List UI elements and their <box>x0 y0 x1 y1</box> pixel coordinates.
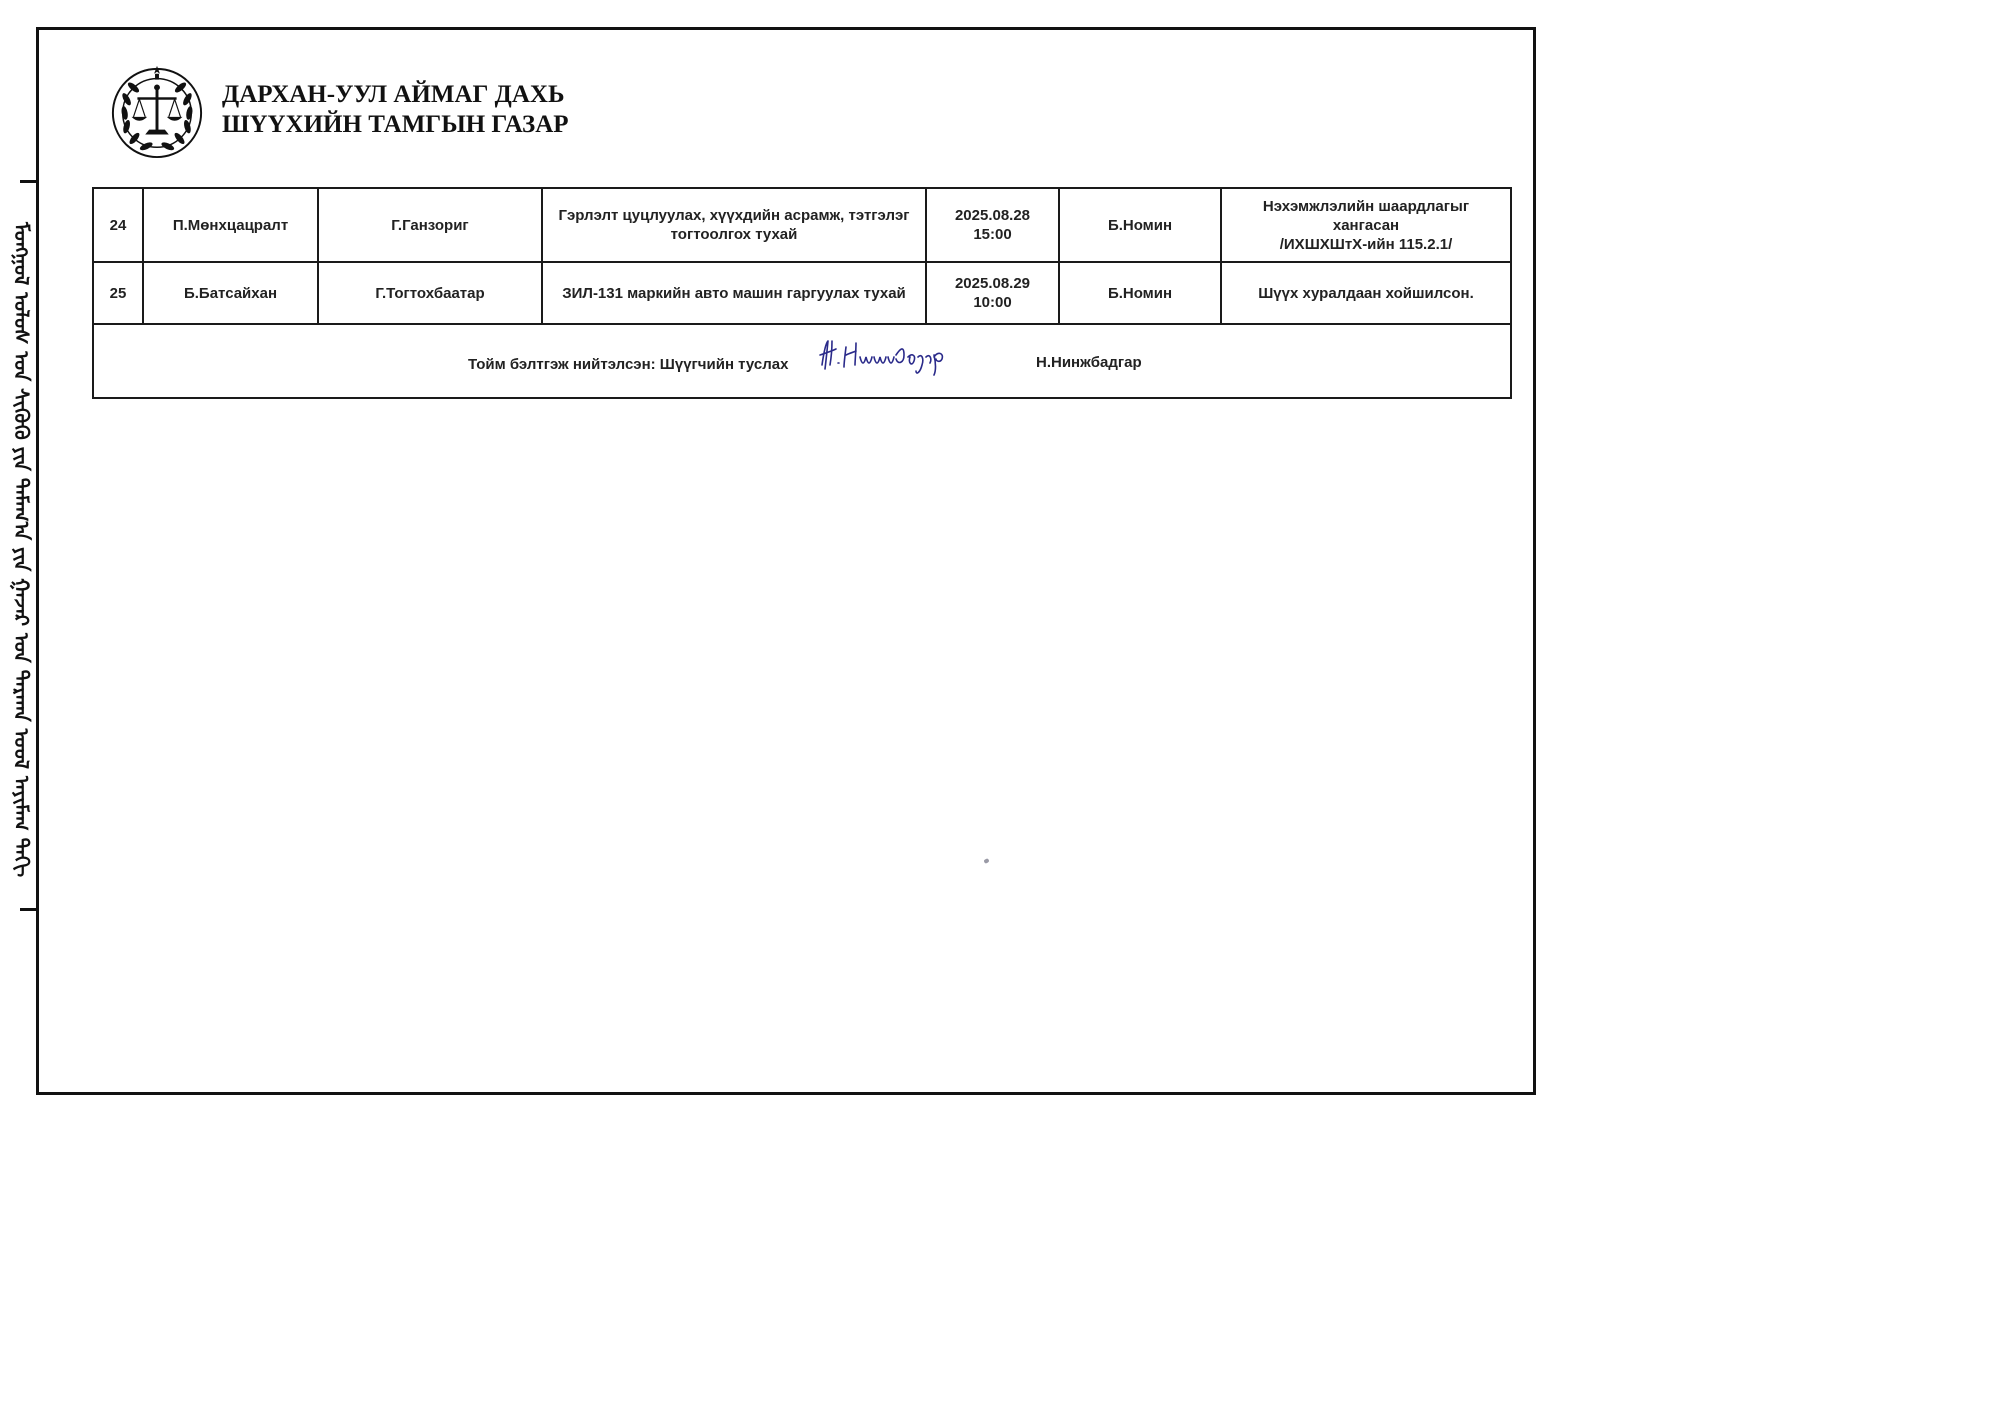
plaintiff-cell: Б.Батсайхан <box>143 262 318 324</box>
footer-cell <box>93 324 1511 398</box>
row-number-cell: 25 <box>93 262 143 324</box>
row-number-cell: 24 <box>93 188 143 262</box>
prepared-by-name: Н.Нинжбадгар <box>1036 354 1142 371</box>
vertical-mongolian-script <box>2 180 42 920</box>
result-cell <box>1221 188 1511 262</box>
result-text: Шүүх хуралдаан хойшилсон. <box>1258 284 1474 302</box>
side-script-text: ᠮᠣᠩᠭᠣᠯ ᠤᠯᠤᠰ ᠤᠨ ᠰᠢᠭᠦᠬᠦ ᠶᠢᠨ ᠲᠠᠮᠠᠭ᠎ᠠ ᠶᠢᠨ ᠭᠠᠵᠠᠷ ᠤᠨ ᠳᠠᠷᠬᠠᠨ ᠤᠤᠯ ᠠᠶᠢᠮᠠᠭ ᠲᠠᠬᠢ <box>9 222 34 878</box>
prepared-by-label: Тойм бэлтгэж нийтэлсэн: Шүүгчийн туслах <box>468 356 789 373</box>
hearing-datetime-cell <box>926 188 1059 262</box>
table-row <box>93 188 1511 262</box>
handwritten-signature <box>818 335 958 379</box>
court-schedule-table <box>92 187 1512 399</box>
side-rule-bottom <box>20 908 38 911</box>
organization-heading <box>222 80 569 140</box>
case-subject-cell: Гэрлэлт цуцлуулах, хүүхдийн асрамж, тэтгэлэг тогтоолгох тухай <box>542 188 926 262</box>
table-footer-row <box>93 324 1511 398</box>
table-row <box>93 262 1511 324</box>
hearing-time: 10:00 <box>973 294 1012 311</box>
hearing-date: 2025.08.28 <box>954 207 1031 224</box>
defendant-cell: Г.Ганзориг <box>318 188 542 262</box>
court-emblem-icon <box>108 62 206 160</box>
judge-cell: Б.Номин <box>1059 262 1221 324</box>
plaintiff-cell: П.Мөнхцацралт <box>143 188 318 262</box>
result-legal-reference: /ИХШХШтХ-ийн 115.2.1/ <box>1279 235 1453 253</box>
defendant-cell: Г.Тогтохбаатар <box>318 262 542 324</box>
hearing-date: 2025.08.29 <box>954 275 1031 292</box>
result-text: Нэхэмжлэлийн шаардлагыг хангасан <box>1262 197 1470 234</box>
hearing-datetime-cell <box>926 262 1059 324</box>
result-cell <box>1221 262 1511 324</box>
case-subject-cell: ЗИЛ-131 маркийн авто машин гаргуулах тухай <box>542 262 926 324</box>
heading-line-2: ШҮҮХИЙН ТАМГЫН ГАЗАР <box>222 111 569 138</box>
judge-cell: Б.Номин <box>1059 188 1221 262</box>
heading-line-1: ДАРХАН-УУЛ АЙМАГ ДАХЬ <box>222 81 565 108</box>
hearing-time: 15:00 <box>973 226 1012 243</box>
